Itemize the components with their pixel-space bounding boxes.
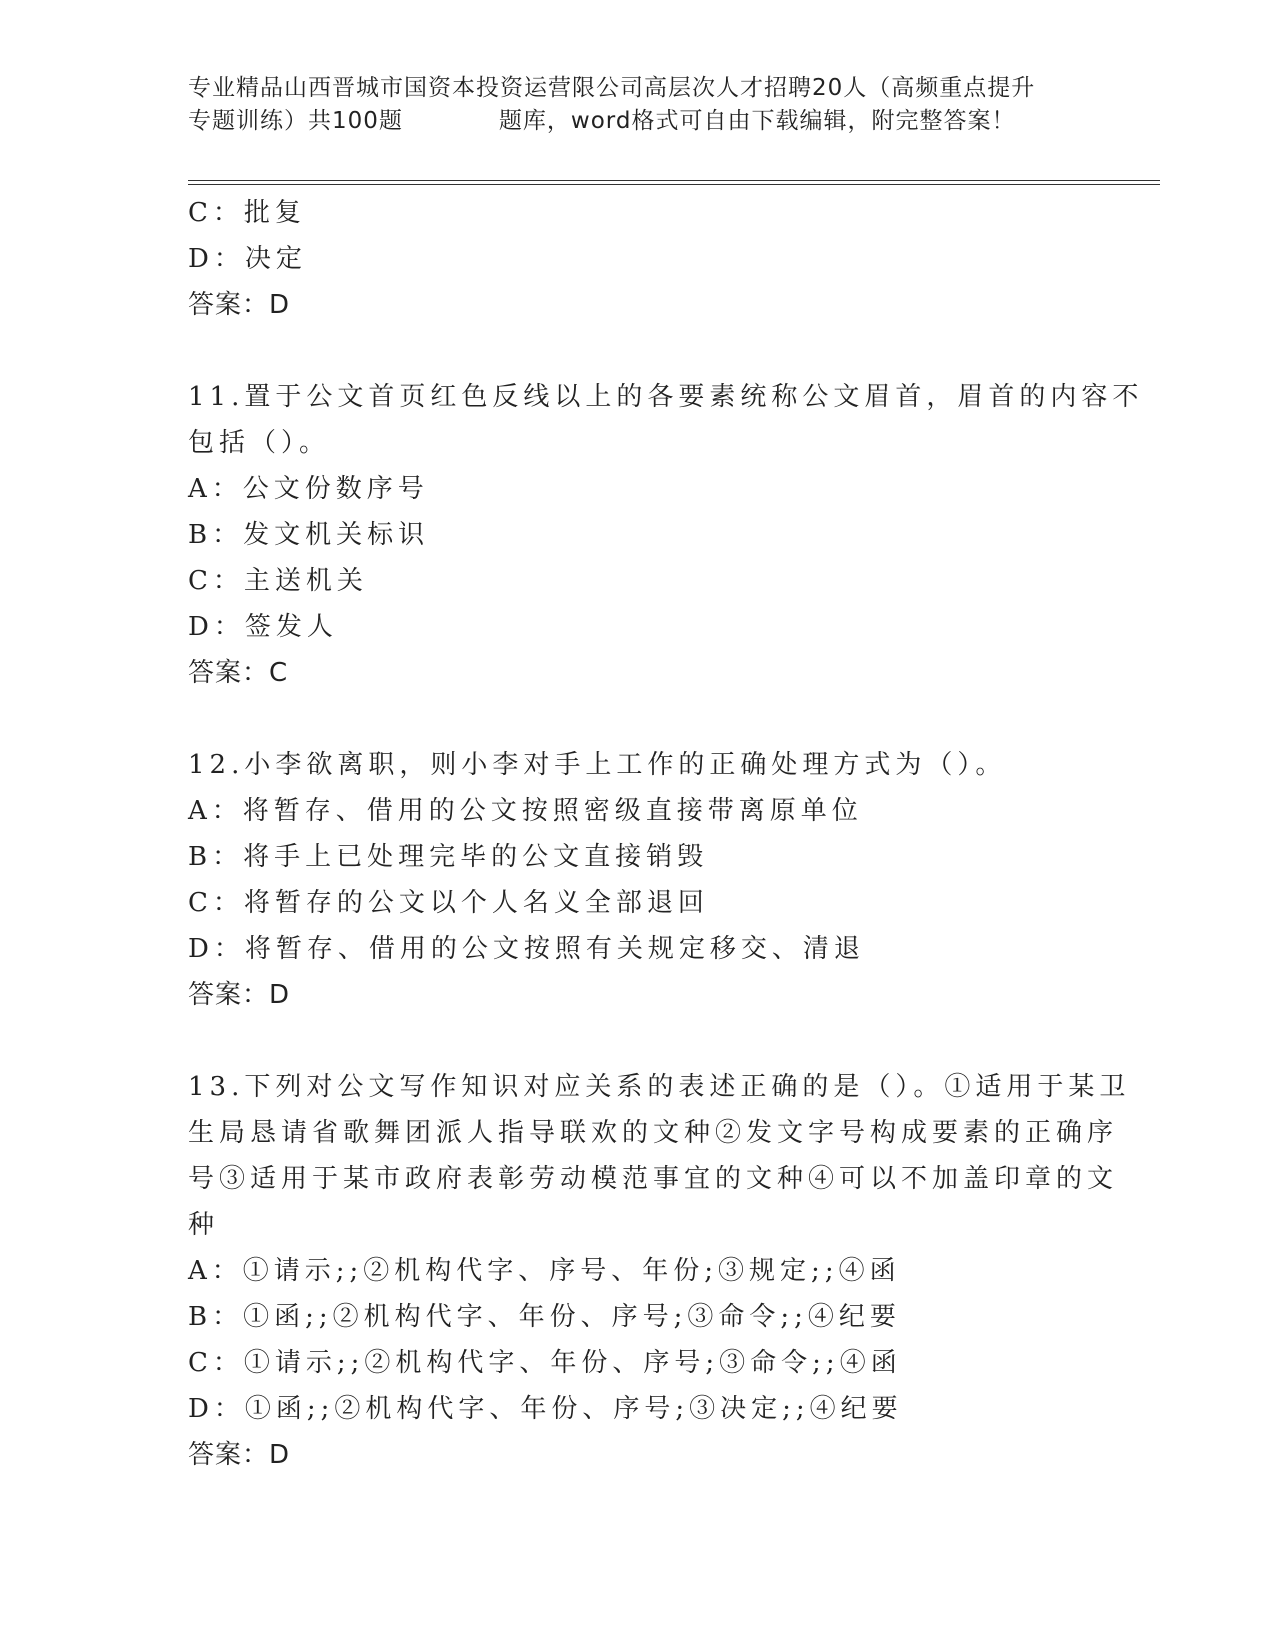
option-c: C：①请示;;②机构代字、年份、序号;③命令;;④函 <box>188 1348 902 1378</box>
question-stem-line: 11.置于公文首页红色反线以上的各要素统称公文眉首，眉首的内容不 <box>188 382 1144 412</box>
question-stem-line: 种 <box>188 1210 220 1240</box>
answer-line: 答案：D <box>188 290 291 320</box>
question-stem-line: 包括（）。 <box>188 428 331 458</box>
option-d: D：决定 <box>188 244 307 274</box>
option-b: B：①函;;②机构代字、年份、序号;③命令;;④纪要 <box>188 1302 901 1332</box>
question-11 <box>188 374 1144 696</box>
option-c: C：将暂存的公文以个人名义全部退回 <box>188 888 709 918</box>
option-a: A：将暂存、借用的公文按照密级直接带离原单位 <box>188 796 863 826</box>
header-title-line-2-part-b: 题库，word格式可自由下载编辑，附完整答案！ <box>498 108 1016 134</box>
option-b: B：将手上已处理完毕的公文直接销毁 <box>188 842 709 872</box>
option-c: C：批复 <box>188 198 306 228</box>
option-d: D：①函;;②机构代字、年份、序号;③决定;;④纪要 <box>188 1394 903 1424</box>
question-12 <box>188 742 1088 1018</box>
header-title-line-2 <box>188 105 1108 138</box>
option-d: D：签发人 <box>188 612 338 642</box>
header-title-line-1: 专业精品山西晋城市国资本投资运营限公司高层次人才招聘20人（高频重点提升 <box>188 75 1036 101</box>
question-stem-line: 号③适用于某市政府表彰劳动模范事宜的文种④可以不加盖印章的文 <box>188 1164 1119 1194</box>
answer-line: 答案：D <box>188 1440 291 1470</box>
option-d: D：将暂存、借用的公文按照有关规定移交、清退 <box>188 934 865 964</box>
question-stem-line: 12.小李欲离职，则小李对手上工作的正确处理方式为（）。 <box>188 750 1007 780</box>
question-stem-line: 生局恳请省歌舞团派人指导联欢的文种②发文字号构成要素的正确序 <box>188 1118 1119 1148</box>
option-a: A：公文份数序号 <box>188 474 429 504</box>
header-title-line-2-part-a: 专题训练）共100题 <box>188 108 403 134</box>
document-header <box>188 72 1108 138</box>
option-c: C：主送机关 <box>188 566 368 596</box>
answer-line: 答案：D <box>188 980 291 1010</box>
question-stem-line: 13.下列对公文写作知识对应关系的表述正确的是（）。①适用于某卫 <box>188 1072 1131 1102</box>
answer-line: 答案：C <box>188 658 289 688</box>
question-13 <box>188 1064 1131 1478</box>
previous-question-tail <box>188 190 1088 328</box>
question-content <box>188 190 1144 1478</box>
header-rule-bottom <box>188 184 1160 185</box>
option-b: B：发文机关标识 <box>188 520 430 550</box>
header-rule-top <box>188 180 1160 181</box>
option-a: A：①请示;;②机构代字、序号、年份;③规定;;④函 <box>188 1256 901 1286</box>
